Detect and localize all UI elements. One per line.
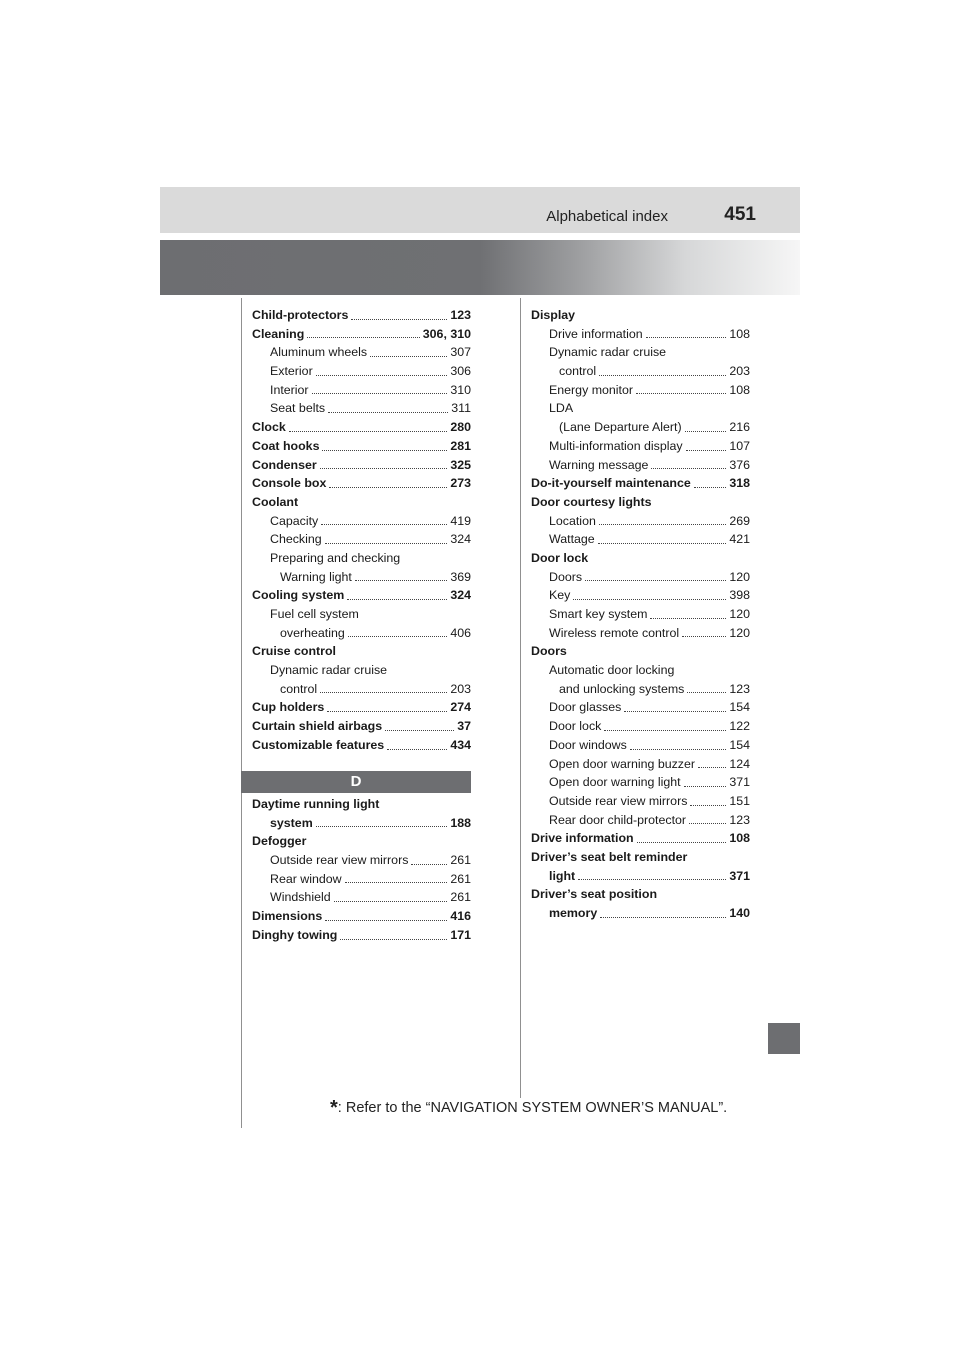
index-entry: [252, 642, 471, 661]
index-entry-term: Condenser: [252, 457, 317, 472]
index-entry: [252, 661, 471, 680]
index-entry: [531, 568, 750, 587]
dot-leader: [387, 749, 447, 750]
index-entry: [252, 399, 471, 418]
dot-leader: [646, 337, 726, 338]
index-entry: [252, 717, 471, 736]
index-entry-term: LDA: [549, 401, 574, 416]
dot-leader: [689, 823, 726, 824]
index-entry: [252, 343, 471, 362]
column-divider-rule: [520, 298, 521, 1098]
index-entry: [252, 474, 471, 493]
chapter-tab: [768, 1023, 800, 1054]
dot-leader: [327, 711, 447, 712]
index-entry: [252, 325, 471, 344]
dot-leader: [599, 375, 726, 376]
index-entry-page: 140: [729, 906, 750, 920]
index-entry-term: Windshield: [270, 890, 331, 905]
dot-leader: [682, 636, 726, 637]
index-entry: [531, 829, 750, 848]
index-entry-page: 108: [729, 326, 750, 341]
index-entry-page: 188: [450, 815, 471, 830]
index-entry-term: Warning light: [280, 569, 352, 584]
index-entry: [252, 549, 471, 568]
dot-leader: [340, 939, 447, 940]
index-entry-page: 124: [729, 756, 750, 771]
page-header: [160, 187, 800, 233]
index-entry-term: Driver’s seat belt reminder: [531, 849, 688, 864]
dot-leader: [698, 767, 726, 768]
dot-leader: [385, 730, 454, 731]
index-entry: [531, 418, 750, 437]
index-entry-term: Coat hooks: [252, 438, 320, 453]
index-entry: [252, 362, 471, 381]
index-entry: [531, 456, 750, 475]
index-entry-page: 122: [729, 719, 750, 734]
footnote-text: : Refer to the “NAVIGATION SYSTEM OWNER’S MANUAL”.: [337, 1100, 728, 1116]
index-entry-term: Interior: [270, 382, 309, 397]
index-entry-term: Door courtesy lights: [531, 494, 652, 509]
index-entry-page: 37: [457, 719, 471, 734]
index-entry: [252, 736, 471, 755]
index-entry-term: Do-it-yourself maintenance: [531, 476, 691, 491]
dot-leader: [604, 730, 726, 731]
index-entry: [252, 418, 471, 437]
index-entry-term: overheating: [280, 625, 345, 640]
index-entry: [531, 343, 750, 362]
index-entry-term: Automatic door locking: [549, 663, 675, 678]
index-entry-page: 371: [729, 775, 750, 790]
index-entry-page: 154: [729, 700, 750, 715]
index-column-left-bottom: [252, 795, 471, 945]
dot-leader: [651, 468, 726, 469]
page-number: 451: [724, 204, 756, 225]
index-entry-term: Cooling system: [252, 588, 345, 603]
index-entry-term: and unlocking systems: [559, 681, 685, 696]
index-entry-page: 306: [450, 364, 471, 379]
index-entry-term: Wireless remote control: [549, 625, 680, 640]
dot-leader: [624, 711, 726, 712]
index-entry-page: 324: [450, 588, 471, 603]
index-entry-term: Rear window: [270, 871, 342, 886]
index-entry: [252, 795, 471, 814]
index-entry-term: control: [559, 364, 597, 379]
dot-leader: [322, 450, 447, 451]
header-gradient-band: [160, 240, 800, 295]
dot-leader: [685, 431, 726, 432]
index-entry-term: control: [280, 681, 318, 696]
index-entry-term: Cruise control: [252, 644, 336, 659]
index-entry-term: Drive information: [531, 831, 634, 846]
index-entry-term: Location: [549, 513, 596, 528]
index-entry: [252, 870, 471, 889]
index-entry-term: Seat belts: [270, 401, 326, 416]
index-entry-term: Door lock: [549, 719, 602, 734]
index-entry-page: 261: [450, 853, 471, 868]
index-entry-page: 419: [450, 513, 471, 528]
dot-leader: [351, 319, 447, 320]
index-entry-page: 324: [450, 532, 471, 547]
index-entry-page: 108: [729, 831, 750, 846]
index-entry: [252, 888, 471, 907]
dot-leader: [329, 487, 447, 488]
dot-leader: [684, 786, 726, 787]
index-entry-term: Door glasses: [549, 700, 622, 715]
index-entry: [252, 306, 471, 325]
left-margin-rule: [241, 298, 242, 1128]
index-entry-term: Cup holders: [252, 700, 325, 715]
index-entry-page: 307: [450, 345, 471, 360]
index-entry-page: 318: [729, 476, 750, 491]
index-entry-term: Rear door child-protector: [549, 812, 687, 827]
index-entry-term: Open door warning light: [549, 775, 681, 790]
index-entry: [252, 586, 471, 605]
index-entry-term: Capacity: [270, 513, 319, 528]
index-entry-term: Coolant: [252, 494, 299, 509]
index-entry: [252, 381, 471, 400]
index-entry: [531, 811, 750, 830]
index-entry-page: 269: [729, 513, 750, 528]
index-entry-term: Fuel cell system: [270, 607, 359, 621]
index-entry-page: 376: [729, 457, 750, 472]
index-entry: [531, 549, 750, 568]
dot-leader: [370, 356, 447, 357]
index-entry: [531, 755, 750, 774]
index-entry-page: 123: [729, 681, 750, 696]
index-entry-term: Console box: [252, 476, 327, 491]
dot-leader: [650, 618, 726, 619]
index-entry-term: Outside rear view mirrors: [270, 853, 409, 868]
index-entry-page: 434: [450, 737, 471, 752]
dot-leader: [598, 543, 726, 544]
dot-leader: [316, 826, 447, 827]
index-entry: [252, 568, 471, 587]
index-entry-page: 310: [450, 382, 471, 397]
dot-leader: [325, 543, 447, 544]
dot-leader: [289, 431, 447, 432]
index-entry: [531, 773, 750, 792]
index-entry: [531, 399, 750, 418]
index-entry: [252, 456, 471, 475]
index-entry: [531, 605, 750, 624]
index-entry-page: 108: [729, 382, 750, 397]
dot-leader: [411, 864, 447, 865]
index-entry-term: Cleaning: [252, 326, 305, 341]
index-entry: [531, 698, 750, 717]
index-entry: [531, 437, 750, 456]
index-entry-page: 421: [729, 532, 750, 547]
dot-leader: [345, 882, 447, 883]
index-entry: [531, 530, 750, 549]
index-entry: [252, 907, 471, 926]
dot-leader: [630, 749, 726, 750]
index-entry: [252, 680, 471, 699]
index-entry-page: 398: [729, 588, 750, 603]
index-entry-page: 369: [450, 569, 471, 584]
index-entry: [252, 698, 471, 717]
index-entry-page: 261: [450, 890, 471, 905]
index-entry-term: Drive information: [549, 326, 643, 341]
index-entry-page: 325: [450, 457, 471, 472]
index-entry-term: Door lock: [531, 550, 589, 565]
index-entry-page: 274: [450, 700, 471, 715]
index-entry: [252, 530, 471, 549]
index-entry-term: Aluminum wheels: [270, 345, 368, 360]
index-entry-term: Key: [549, 588, 571, 603]
index-entry: [531, 325, 750, 344]
index-entry: [531, 362, 750, 381]
section-header-d: D: [241, 771, 471, 793]
index-entry-term: Display: [531, 308, 576, 322]
index-entry-page: 306, 310: [422, 326, 471, 341]
index-column-left-top: [252, 306, 471, 755]
index-entry: [252, 814, 471, 833]
index-entry: [252, 851, 471, 870]
index-entry-term: Clock: [252, 420, 286, 435]
index-entry-page: 203: [450, 681, 471, 696]
index-entry-page: 280: [450, 420, 471, 435]
index-entry: [252, 605, 471, 624]
index-entry-term: Dynamic radar cruise: [270, 663, 388, 678]
index-entry-page: 203: [729, 364, 750, 379]
dot-leader: [307, 337, 420, 338]
index-entry-term: Daytime running light: [252, 797, 380, 811]
index-entry-term: Checking: [270, 532, 322, 547]
index-entry-page: 151: [729, 793, 750, 808]
index-entry-page: 406: [450, 625, 471, 640]
dot-leader: [585, 580, 726, 581]
index-entry: [531, 885, 750, 904]
dot-leader: [355, 580, 447, 581]
dot-leader: [334, 901, 447, 902]
dot-leader: [578, 879, 726, 880]
index-entry: [252, 832, 471, 851]
index-entry-page: 371: [729, 868, 750, 883]
index-entry-page: 273: [450, 476, 471, 491]
dot-leader: [320, 692, 447, 693]
index-entry-page: 120: [729, 607, 750, 621]
index-entry-term: (Lane Departure Alert): [559, 420, 682, 435]
index-entry-term: Energy monitor: [549, 382, 634, 397]
index-entry-page: 281: [450, 438, 471, 453]
dot-leader: [687, 692, 726, 693]
index-entry: [531, 867, 750, 886]
index-entry-term: Open door warning buzzer: [549, 756, 696, 771]
index-entry-page: 154: [729, 737, 750, 752]
index-entry-page: 261: [450, 871, 471, 886]
dot-leader: [321, 524, 447, 525]
index-column-right: [531, 306, 750, 923]
footnote: [330, 1097, 727, 1120]
dot-leader: [637, 842, 726, 843]
index-entry: [531, 306, 750, 325]
dot-leader: [325, 920, 447, 921]
index-entry: [531, 792, 750, 811]
index-entry-term: Outside rear view mirrors: [549, 793, 688, 808]
index-entry: [252, 512, 471, 531]
dot-leader: [686, 450, 726, 451]
index-entry: [531, 512, 750, 531]
index-entry: [531, 717, 750, 736]
index-entry-page: 416: [450, 909, 471, 924]
index-entry: [531, 624, 750, 643]
index-entry-page: 311: [451, 401, 471, 416]
index-entry: [252, 624, 471, 643]
index-entry-term: Preparing and checking: [270, 550, 401, 565]
index-entry: [531, 642, 750, 661]
index-entry-term: Dimensions: [252, 909, 323, 924]
index-entry: [531, 904, 750, 923]
index-entry-term: Door windows: [549, 737, 627, 752]
header-title: Alphabetical index: [546, 208, 668, 225]
index-entry: [531, 586, 750, 605]
index-entry: [531, 661, 750, 680]
index-entry-term: Curtain shield airbags: [252, 719, 383, 734]
index-entry-term: Warning message: [549, 457, 649, 472]
index-entry-term: Child-protectors: [252, 308, 349, 322]
dot-leader: [320, 468, 447, 469]
dot-leader: [694, 487, 726, 488]
dot-leader: [328, 412, 448, 413]
dot-leader: [573, 599, 726, 600]
index-entry-term: Exterior: [270, 364, 313, 379]
index-entry-term: Defogger: [252, 834, 307, 849]
dot-leader: [599, 524, 726, 525]
index-entry: [252, 437, 471, 456]
footnote-star: *: [330, 1097, 338, 1119]
index-entry: [531, 493, 750, 512]
dot-leader: [690, 805, 726, 806]
index-entry-term: Smart key system: [549, 607, 648, 621]
dot-leader: [312, 393, 447, 394]
dot-leader: [347, 599, 447, 600]
index-entry: [531, 848, 750, 867]
index-entry-term: Driver’s seat position: [531, 887, 658, 902]
index-entry: [531, 474, 750, 493]
index-entry-page: 120: [729, 625, 750, 640]
index-entry-term: light: [549, 868, 576, 883]
dot-leader: [636, 393, 726, 394]
dot-leader: [600, 917, 726, 918]
index-entry: [531, 381, 750, 400]
index-entry-page: 107: [729, 438, 750, 453]
index-entry-term: Dynamic radar cruise: [549, 345, 667, 360]
index-entry-term: Dinghy towing: [252, 927, 338, 942]
index-entry-term: Wattage: [549, 532, 595, 547]
index-entry-page: 216: [729, 420, 750, 435]
index-entry-term: Doors: [549, 569, 583, 584]
index-entry-term: Doors: [531, 644, 567, 659]
index-entry-page: 171: [450, 927, 471, 942]
index-entry-term: memory: [549, 906, 598, 920]
index-entry-page: 123: [450, 308, 471, 322]
index-entry-term: Customizable features: [252, 737, 385, 752]
index-entry-term: system: [270, 815, 313, 830]
index-entry-page: 123: [729, 812, 750, 827]
index-entry: [252, 926, 471, 945]
index-entry: [531, 680, 750, 699]
index-entry: [531, 736, 750, 755]
dot-leader: [348, 636, 447, 637]
index-entry-term: Multi-information display: [549, 438, 683, 453]
index-entry-page: 120: [729, 569, 750, 584]
index-entry: [252, 493, 471, 512]
dot-leader: [316, 375, 447, 376]
